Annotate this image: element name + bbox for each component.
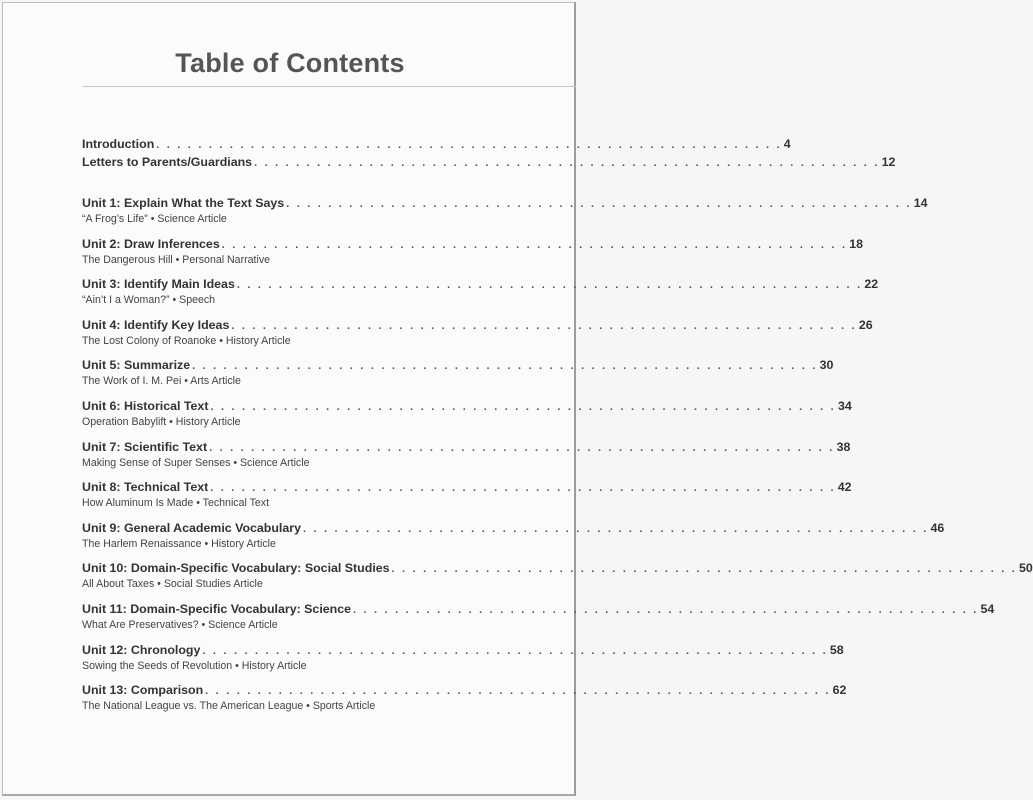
entry-title: Unit 6: Historical Text — [82, 399, 209, 413]
unit-entry — [82, 642, 844, 673]
unit-entry — [82, 560, 1033, 591]
entry-subtitle: What Are Preservatives? • Science Article — [82, 619, 278, 631]
entry-title: Unit 11: Domain-Specific Vocabulary: Science — [82, 602, 352, 616]
unit-entry — [82, 236, 863, 267]
front-matter-entry — [82, 154, 896, 171]
unit-entry — [82, 479, 852, 510]
entry-title: Unit 8: Technical Text — [82, 480, 209, 494]
entry-subtitle: Making Sense of Super Senses • Science Article — [82, 457, 310, 469]
page-number: 22 — [864, 277, 879, 291]
entry-subtitle: All About Taxes • Social Studies Article — [82, 578, 263, 590]
dot-leader: . . . . . . . . . . . . . . . . . . . . . . . . . . . . . . . . . . . . . . . . . . . . . . . . . . . . . . . . . . . . — [391, 563, 1018, 575]
dot-leader: . . . . . . . . . . . . . . . . . . . . . . . . . . . . . . . . . . . . . . . . . . . . . . . . . . . . . . . . . . . . — [221, 239, 848, 251]
dot-leader: . . . . . . . . . . . . . . . . . . . . . . . . . . . . . . . . . . . . . . . . . . . . . . . . . . . . . . . . . . . . — [210, 401, 836, 413]
dot-leader: . . . . . . . . . . . . . . . . . . . . . . . . . . . . . . . . . . . . . . . . . . . . . . . . . . . . . . . . . . . . — [209, 442, 835, 454]
toc-row — [82, 154, 896, 171]
unit-entry — [82, 195, 928, 226]
dot-leader: . . . . . . . . . . . . . . . . . . . . . . . . . . . . . . . . . . . . . . . . . . . . . . . . . . . . . . . . . . . . — [231, 320, 857, 332]
title-divider — [82, 86, 576, 87]
unit-entry — [82, 357, 834, 388]
page-number: 50 — [1019, 561, 1033, 575]
unit-entry — [82, 439, 851, 470]
dot-leader: . . . . . . . . . . . . . . . . . . . . . . . . . . . . . . . . . . . . . . . . . . . . . . . . . . . . . . . . . . . . — [236, 279, 863, 291]
page-number: 12 — [881, 155, 896, 169]
dot-leader: . . . . . . . . . . . . . . . . . . . . . . . . . . . . . . . . . . . . . . . . . . . . . . . . . . . . . . . . . . . . — [192, 360, 818, 372]
unit-entry — [82, 520, 945, 551]
entry-title: Letters to Parents/Guardians — [82, 155, 253, 169]
entry-title: Unit 12: Chronology — [82, 643, 201, 657]
entry-title: Introduction — [82, 137, 155, 151]
entry-title: Unit 1: Explain What the Text Says — [82, 196, 285, 210]
page-number: 30 — [819, 358, 834, 372]
dot-leader: . . . . . . . . . . . . . . . . . . . . . . . . . . . . . . . . . . . . . . . . . . . . . . . . . . . . . . . . . . . . — [353, 604, 979, 616]
unit-entry — [82, 276, 879, 307]
toc-row — [82, 479, 852, 496]
entry-subtitle: Operation Babylift • History Article — [82, 416, 241, 428]
toc-row — [82, 276, 879, 293]
entry-title: Unit 3: Identify Main Ideas — [82, 277, 235, 291]
front-matter-entry — [82, 136, 791, 153]
entry-title: Unit 4: Identify Key Ideas — [82, 318, 230, 332]
page-number: 18 — [849, 237, 863, 251]
dot-leader: . . . . . . . . . . . . . . . . . . . . . . . . . . . . . . . . . . . . . . . . . . . . . . . . . . . . . . . . . . . . — [254, 157, 880, 169]
entry-title: Unit 7: Scientific Text — [82, 440, 208, 454]
toc-row — [82, 560, 1033, 577]
entry-title: Unit 2: Draw Inferences — [82, 237, 220, 251]
toc-row — [82, 601, 995, 618]
dot-leader: . . . . . . . . . . . . . . . . . . . . . . . . . . . . . . . . . . . . . . . . . . . . . . . . . . . . . . . . . . . . — [302, 523, 929, 535]
page-number: 54 — [980, 602, 995, 616]
dot-leader: . . . . . . . . . . . . . . . . . . . . . . . . . . . . . . . . . . . . . . . . . . . . . . . . . . . . . . . . . . . . — [202, 645, 828, 657]
unit-entry — [82, 317, 873, 348]
dot-leader: . . . . . . . . . . . . . . . . . . . . . . . . . . . . . . . . . . . . . . . . . . . . . . . . . . . . . . . . . . . . — [156, 139, 782, 151]
entry-subtitle: The Dangerous Hill • Personal Narrative — [82, 254, 271, 266]
entry-subtitle: The Lost Colony of Roanoke • History Article — [82, 335, 291, 347]
toc-row — [82, 398, 852, 415]
entry-subtitle: “A Frog’s Life” • Science Article — [82, 213, 227, 225]
page-title: Table of Contents — [175, 48, 405, 78]
dot-leader: . . . . . . . . . . . . . . . . . . . . . . . . . . . . . . . . . . . . . . . . . . . . . . . . . . . . . . . . . . . . — [286, 198, 912, 210]
toc-row — [82, 195, 928, 212]
toc-row — [82, 236, 863, 253]
page-number: 46 — [930, 521, 945, 535]
unit-entry — [82, 682, 847, 713]
page-number: 34 — [837, 399, 852, 413]
entry-title: Unit 10: Domain-Specific Vocabulary: Social Studies — [82, 561, 390, 575]
dot-leader: . . . . . . . . . . . . . . . . . . . . . . . . . . . . . . . . . . . . . . . . . . . . . . . . . . . . . . . . . . . . — [210, 482, 836, 494]
entry-title: Unit 13: Comparison — [82, 683, 204, 697]
page-number: 26 — [858, 318, 873, 332]
page-number: 58 — [829, 643, 844, 657]
entry-title: Unit 9: General Academic Vocabulary — [82, 521, 301, 535]
toc-row — [82, 357, 834, 374]
entry-subtitle: How Aluminum Is Made • Technical Text — [82, 497, 270, 509]
entry-subtitle: The Harlem Renaissance • History Article — [82, 538, 276, 550]
entry-subtitle: Sowing the Seeds of Revolution • History Article — [82, 660, 307, 672]
toc-row — [82, 682, 847, 699]
toc-row — [82, 520, 945, 537]
page-number: 42 — [837, 480, 852, 494]
entry-subtitle: The National League vs. The American League • Sports Article — [82, 700, 376, 712]
entry-title: Unit 5: Summarize — [82, 358, 191, 372]
toc-row — [82, 317, 873, 334]
entry-subtitle: “Ain’t I a Woman?” • Speech — [82, 294, 216, 306]
unit-entry — [82, 398, 852, 429]
toc-row — [82, 439, 851, 456]
page-number: 62 — [832, 683, 847, 697]
entry-subtitle: The Work of I. M. Pei • Arts Article — [82, 375, 241, 387]
page-number: 38 — [836, 440, 851, 454]
dot-leader: . . . . . . . . . . . . . . . . . . . . . . . . . . . . . . . . . . . . . . . . . . . . . . . . . . . . . . . . . . . . — [205, 685, 831, 697]
toc-row — [82, 642, 844, 659]
page-number: 14 — [913, 196, 928, 210]
toc-row — [82, 136, 791, 153]
page-number: 4 — [783, 137, 791, 151]
unit-entry — [82, 601, 995, 632]
